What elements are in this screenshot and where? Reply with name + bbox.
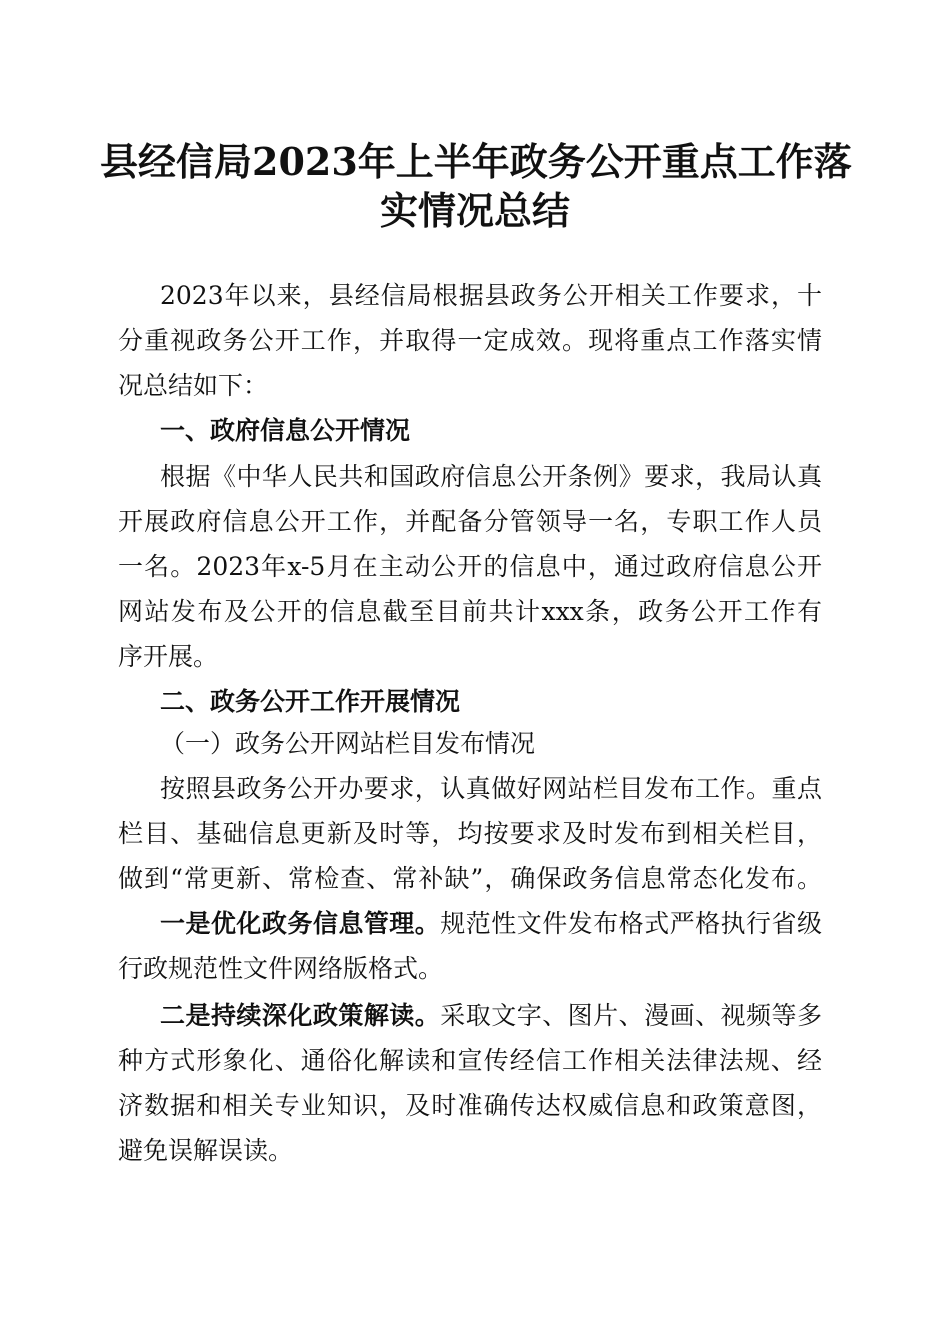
point1-line-2: 行政规范性文件网络版格式。 xyxy=(118,954,444,983)
section2-heading: 二、政务公开工作开展情况 xyxy=(160,687,461,716)
subsection1-heading: （一）政务公开网站栏目发布情况 xyxy=(160,729,536,758)
section1-line-1: 根据《中华人民共和国政府信息公开条例》要求，我局认真 xyxy=(160,462,822,491)
subsection1-line-3: 做到“常更新、常检查、常补缺”，确保政务信息常态化发布。 xyxy=(118,864,822,893)
subsection1-line-2: 栏目、基础信息更新及时等，均按要求及时发布到相关栏目， xyxy=(118,819,822,848)
intro-line-3: 况总结如下： xyxy=(118,371,269,400)
subsection1-line-1: 按照县政务公开办要求，认真做好网站栏目发布工作。重点 xyxy=(160,774,822,803)
point2-line-1 xyxy=(160,995,822,1037)
section1-heading: 一、政府信息公开情况 xyxy=(160,416,411,445)
point1-line-1 xyxy=(160,903,822,945)
point2-line-2: 种方式形象化、通俗化解读和宣传经信工作相关法律法规、经 xyxy=(118,1046,822,1075)
point2-line-4: 避免误解误读。 xyxy=(118,1136,294,1165)
document-title-line-1: 县经信局2023年上半年政务公开重点工作落 xyxy=(100,139,852,184)
point2-line-3: 济数据和相关专业知识，及时准确传达权威信息和政策意图， xyxy=(118,1091,822,1120)
section1-line-5: 序开展。 xyxy=(118,642,219,671)
intro-line-2: 分重视政务公开工作，并取得一定成效。现将重点工作落实情 xyxy=(118,326,822,355)
point2-rest: 采取文字、图片、漫画、视频等多 xyxy=(440,1001,822,1030)
section1-line-2: 开展政府信息公开工作，并配备分管领导一名，专职工作人员 xyxy=(118,507,822,536)
point2-lead: 二是持续深化政策解读。 xyxy=(160,1001,441,1030)
section1-line-4: 网站发布及公开的信息截至目前共计xxx条，政务公开工作有 xyxy=(118,597,822,626)
point1-lead: 一是优化政务信息管理。 xyxy=(160,909,441,938)
document-title-line-2: 实情况总结 xyxy=(379,188,570,233)
section1-line-3: 一名。2023年x-5月在主动公开的信息中，通过政府信息公开 xyxy=(118,552,822,581)
intro-line-1: 2023年以来，县经信局根据县政务公开相关工作要求，十 xyxy=(160,281,822,310)
point1-rest: 规范性文件发布格式严格执行省级 xyxy=(440,909,822,938)
